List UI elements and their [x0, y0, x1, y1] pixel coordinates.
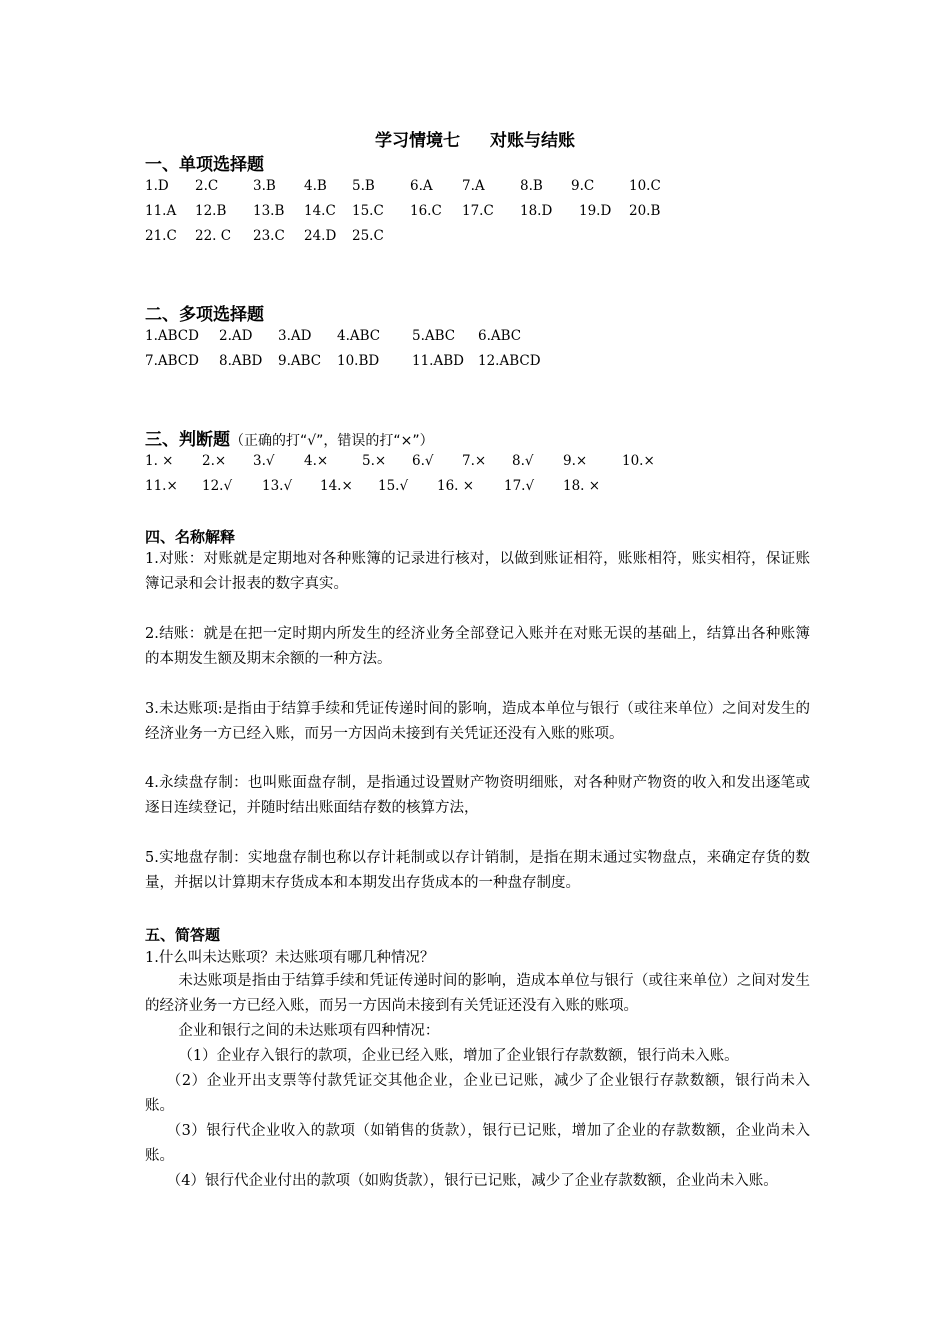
- answer-item: 4.B: [304, 178, 327, 194]
- question-text: 1.什么叫未达账项？未达账项有哪几种情况？: [145, 950, 435, 966]
- answer-item: 5.×: [362, 453, 387, 469]
- section3-heading: [145, 425, 434, 450]
- answer-item: 11.ABD: [412, 353, 464, 369]
- answer-item: 20.B: [629, 203, 661, 219]
- answer-item: 4.×: [304, 453, 329, 469]
- answer-item: 24.D: [304, 228, 337, 244]
- answer-item: 12.B: [195, 203, 227, 219]
- answer-item: 3.AD: [278, 328, 312, 344]
- answer-item: 17.C: [462, 203, 494, 219]
- answer-item: 10.BD: [337, 353, 380, 369]
- answer-item: 7.A: [462, 178, 485, 194]
- answer-item: 12.√: [202, 478, 233, 494]
- answer-item: 14.×: [320, 478, 353, 494]
- answer-item: 9.ABC: [278, 353, 322, 369]
- section5-heading: 五、简答题: [145, 926, 221, 944]
- section3-heading-note: （正确的打“√”，错误的打“×”）: [230, 433, 434, 449]
- answer-item: 19.D: [579, 203, 612, 219]
- answer-item: 16. ×: [437, 478, 475, 494]
- answer-item: 10.C: [629, 178, 661, 194]
- answer-item: 8.√: [512, 453, 534, 469]
- term-definition-5: 5.实地盘存制：实地盘存制也称以存计耗制或以存计销制，是指在期末通过实物盘点，来确定存货的数量，并据以计算期末存货成本和本期发出存货成本的一种盘存制度。: [145, 850, 810, 891]
- answer-item: 6.√: [412, 453, 434, 469]
- answer-item: 7.ABCD: [145, 353, 199, 369]
- answer-item: 3.√: [253, 453, 275, 469]
- answer-item: 9.×: [563, 453, 588, 469]
- term-definition-3: 3.未达账项:是指由于结算手续和凭证传递时间的影响，造成本单位与银行（或往来单位）之间对发生的经济业务一方已经入账，而另一方因尚未接到有关凭证还没有入账的账项。: [145, 701, 810, 742]
- answer-item: 5.B: [352, 178, 375, 194]
- section1-heading: 一、单项选择题: [145, 155, 264, 175]
- case-item-2: （2）企业开出支票等付款凭证交其他企业，企业已记账，减少了企业银行存款数额，银行尚未入账。: [145, 1073, 810, 1114]
- title-part1: 学习情境七: [375, 131, 460, 151]
- answer-item: 6.A: [410, 178, 433, 194]
- case-item-4: （4）银行代企业付出的款项（如购货款），银行已记账，减少了企业存款数额，企业尚未入账。: [166, 1173, 778, 1189]
- section4-heading: 四、名称解释: [145, 528, 236, 546]
- section2-heading: 二、多项选择题: [145, 305, 264, 325]
- answer-item: 15.C: [352, 203, 384, 219]
- answer-item: 1.ABCD: [145, 328, 199, 344]
- answer-paragraph: 未达账项是指由于结算手续和凭证传递时间的影响，造成本单位与银行（或往来单位）之间对发生的经济业务一方已经入账，而另一方因尚未接到有关凭证还没有入账的账项。: [145, 973, 810, 1014]
- answer-item: 12.ABCD: [478, 353, 541, 369]
- answer-item: 5.ABC: [412, 328, 456, 344]
- answer-item: 18.D: [520, 203, 553, 219]
- answer-item: 15.√: [378, 478, 409, 494]
- case-item-3: （3）银行代企业收入的款项（如销售的货款），银行已记账，增加了企业的存款数额，企业尚未入账。: [145, 1123, 810, 1164]
- answer-item: 2.C: [195, 178, 219, 194]
- answer-item: 9.C: [571, 178, 595, 194]
- answer-item: 17.√: [504, 478, 535, 494]
- answer-item: 16.C: [410, 203, 442, 219]
- answer-item: 11.A: [145, 203, 177, 219]
- answer-item: 2.×: [202, 453, 227, 469]
- answer-item: 13.B: [253, 203, 285, 219]
- answer-item: 2.AD: [219, 328, 253, 344]
- answer-item: 4.ABC: [337, 328, 381, 344]
- answer-item: 21.C: [145, 228, 177, 244]
- term-definition-4: 4.永续盘存制：也叫账面盘存制，是指通过设置财产物资明细账，对各种财产物资的收入和发出逐笔或逐日连续登记，并随时结出账面结存数的核算方法，: [145, 775, 810, 816]
- answer-intro: 企业和银行之间的未达账项有四种情况：: [178, 1023, 440, 1039]
- term-definition-1: 1.对账：对账就是定期地对各种账簿的记录进行核对，以做到账证相符，账账相符，账实相符，保证账簿记录和会计报表的数字真实。: [145, 551, 810, 592]
- answer-item: 23.C: [253, 228, 285, 244]
- section3-heading-text: 三、判断题: [145, 430, 230, 450]
- title-part2: 对账与结账: [490, 131, 575, 151]
- answer-item: 22. C: [195, 228, 232, 244]
- answer-item: 8.B: [520, 178, 543, 194]
- term-definition-2: 2.结账：就是在把一定时期内所发生的经济业务全部登记入账并在对账无误的基础上，结算出各种账簿的本期发生额及期末余额的一种方法。: [145, 626, 810, 667]
- answer-item: 1. ×: [145, 453, 174, 469]
- answer-item: 25.C: [352, 228, 384, 244]
- answer-item: 11.×: [145, 478, 178, 494]
- answer-item: 14.C: [304, 203, 336, 219]
- answer-item: 10.×: [622, 453, 655, 469]
- answer-item: 3.B: [253, 178, 276, 194]
- answer-item: 8.ABD: [219, 353, 263, 369]
- document-title: [0, 126, 950, 151]
- answer-item: 1.D: [145, 178, 169, 194]
- answer-item: 6.ABC: [478, 328, 522, 344]
- case-item-1: （1）企业存入银行的款项，企业已经入账，增加了企业银行存款数额，银行尚未入账。: [178, 1048, 739, 1064]
- answer-item: 7.×: [462, 453, 487, 469]
- answer-item: 18. ×: [563, 478, 601, 494]
- answer-item: 13.√: [262, 478, 293, 494]
